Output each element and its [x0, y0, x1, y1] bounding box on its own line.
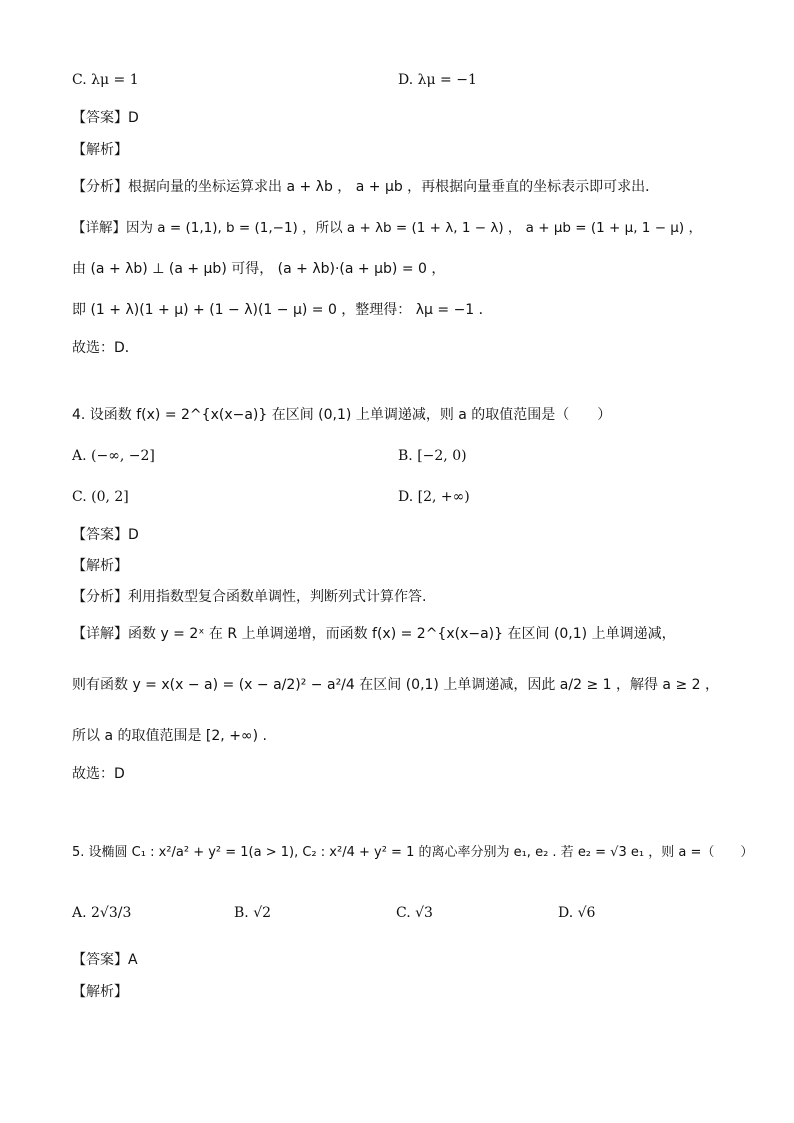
q3-option-d: D. λμ = −1	[398, 72, 477, 88]
q4-option-c: C. (0, 2]	[72, 489, 129, 505]
q3-detail-2: 由 (a + λb) ⊥ (a + μb) 可得， (a + λb)·(a + μb) = 0 ，	[72, 261, 446, 277]
q4-stem: 4. 设函数 f(x) = 2^{x(x−a)} 在区间 (0,1) 上单调递减，则 a 的取值范围是（ ）	[72, 407, 612, 423]
q5-stem: 5. 设椭圆 C₁ : x²/a² + y² = 1(a > 1), C₂ : x²/4 + y² = 1 的离心率分别为 e₁, e₂ . 若 e₂ = √3 e₁ ，则 a =（ ）	[72, 845, 754, 860]
q5-option-b: B. √2	[234, 905, 272, 921]
q4-answer: 【答案】D	[72, 527, 139, 543]
q5-option-a: A. 2√3/3	[72, 905, 132, 921]
q4-option-b: B. [−2, 0)	[398, 448, 467, 464]
q4-fenxi: 【分析】利用指数型复合函数单调性，判断列式计算作答.	[72, 589, 427, 605]
q4-analysis-label: 【解析】	[72, 558, 128, 574]
q4-conclusion: 故选：D	[72, 766, 125, 782]
q5-answer: 【答案】A	[72, 952, 138, 968]
q4-option-a: A. (−∞, −2]	[72, 448, 155, 464]
q4-detail-2: 则有函数 y = x(x − a) = (x − a/2)² − a²/4 在区间 (0,1) 上单调递减，因此 a/2 ≥ 1 ，解得 a ≥ 2 ，	[72, 677, 719, 693]
q3-conclusion: 故选：D．	[72, 340, 139, 356]
q3-detail-1: 【详解】因为 a = (1,1), b = (1,−1) ，所以 a + λb = (1 + λ, 1 − λ) ， a + μb = (1 + μ, 1 − μ) ，	[72, 220, 702, 236]
q3-answer: 【答案】D	[72, 110, 139, 126]
q4-option-d: D. [2, +∞)	[398, 489, 470, 505]
q5-option-d: D. √6	[558, 905, 596, 921]
q3-option-c: C. λμ = 1	[72, 72, 139, 88]
q4-detail-1: 【详解】函数 y = 2ˣ 在 R 上单调递增，而函数 f(x) = 2^{x(x−a)} 在区间 (0,1) 上单调递减，	[72, 626, 676, 642]
q5-option-c: C. √3	[396, 905, 433, 921]
q3-fenxi: 【分析】根据向量的坐标运算求出 a + λb ， a + μb ，再根据向量垂直的坐标表示即可求出．	[72, 179, 660, 195]
q4-detail-3: 所以 a 的取值范围是 [2, +∞) .	[72, 728, 267, 744]
q5-analysis-label: 【解析】	[72, 984, 128, 1000]
q3-analysis-label: 【解析】	[72, 142, 128, 158]
q3-detail-3: 即 (1 + λ)(1 + μ) + (1 − λ)(1 − μ) = 0 ，整理得： λμ = −1 ．	[72, 302, 493, 318]
